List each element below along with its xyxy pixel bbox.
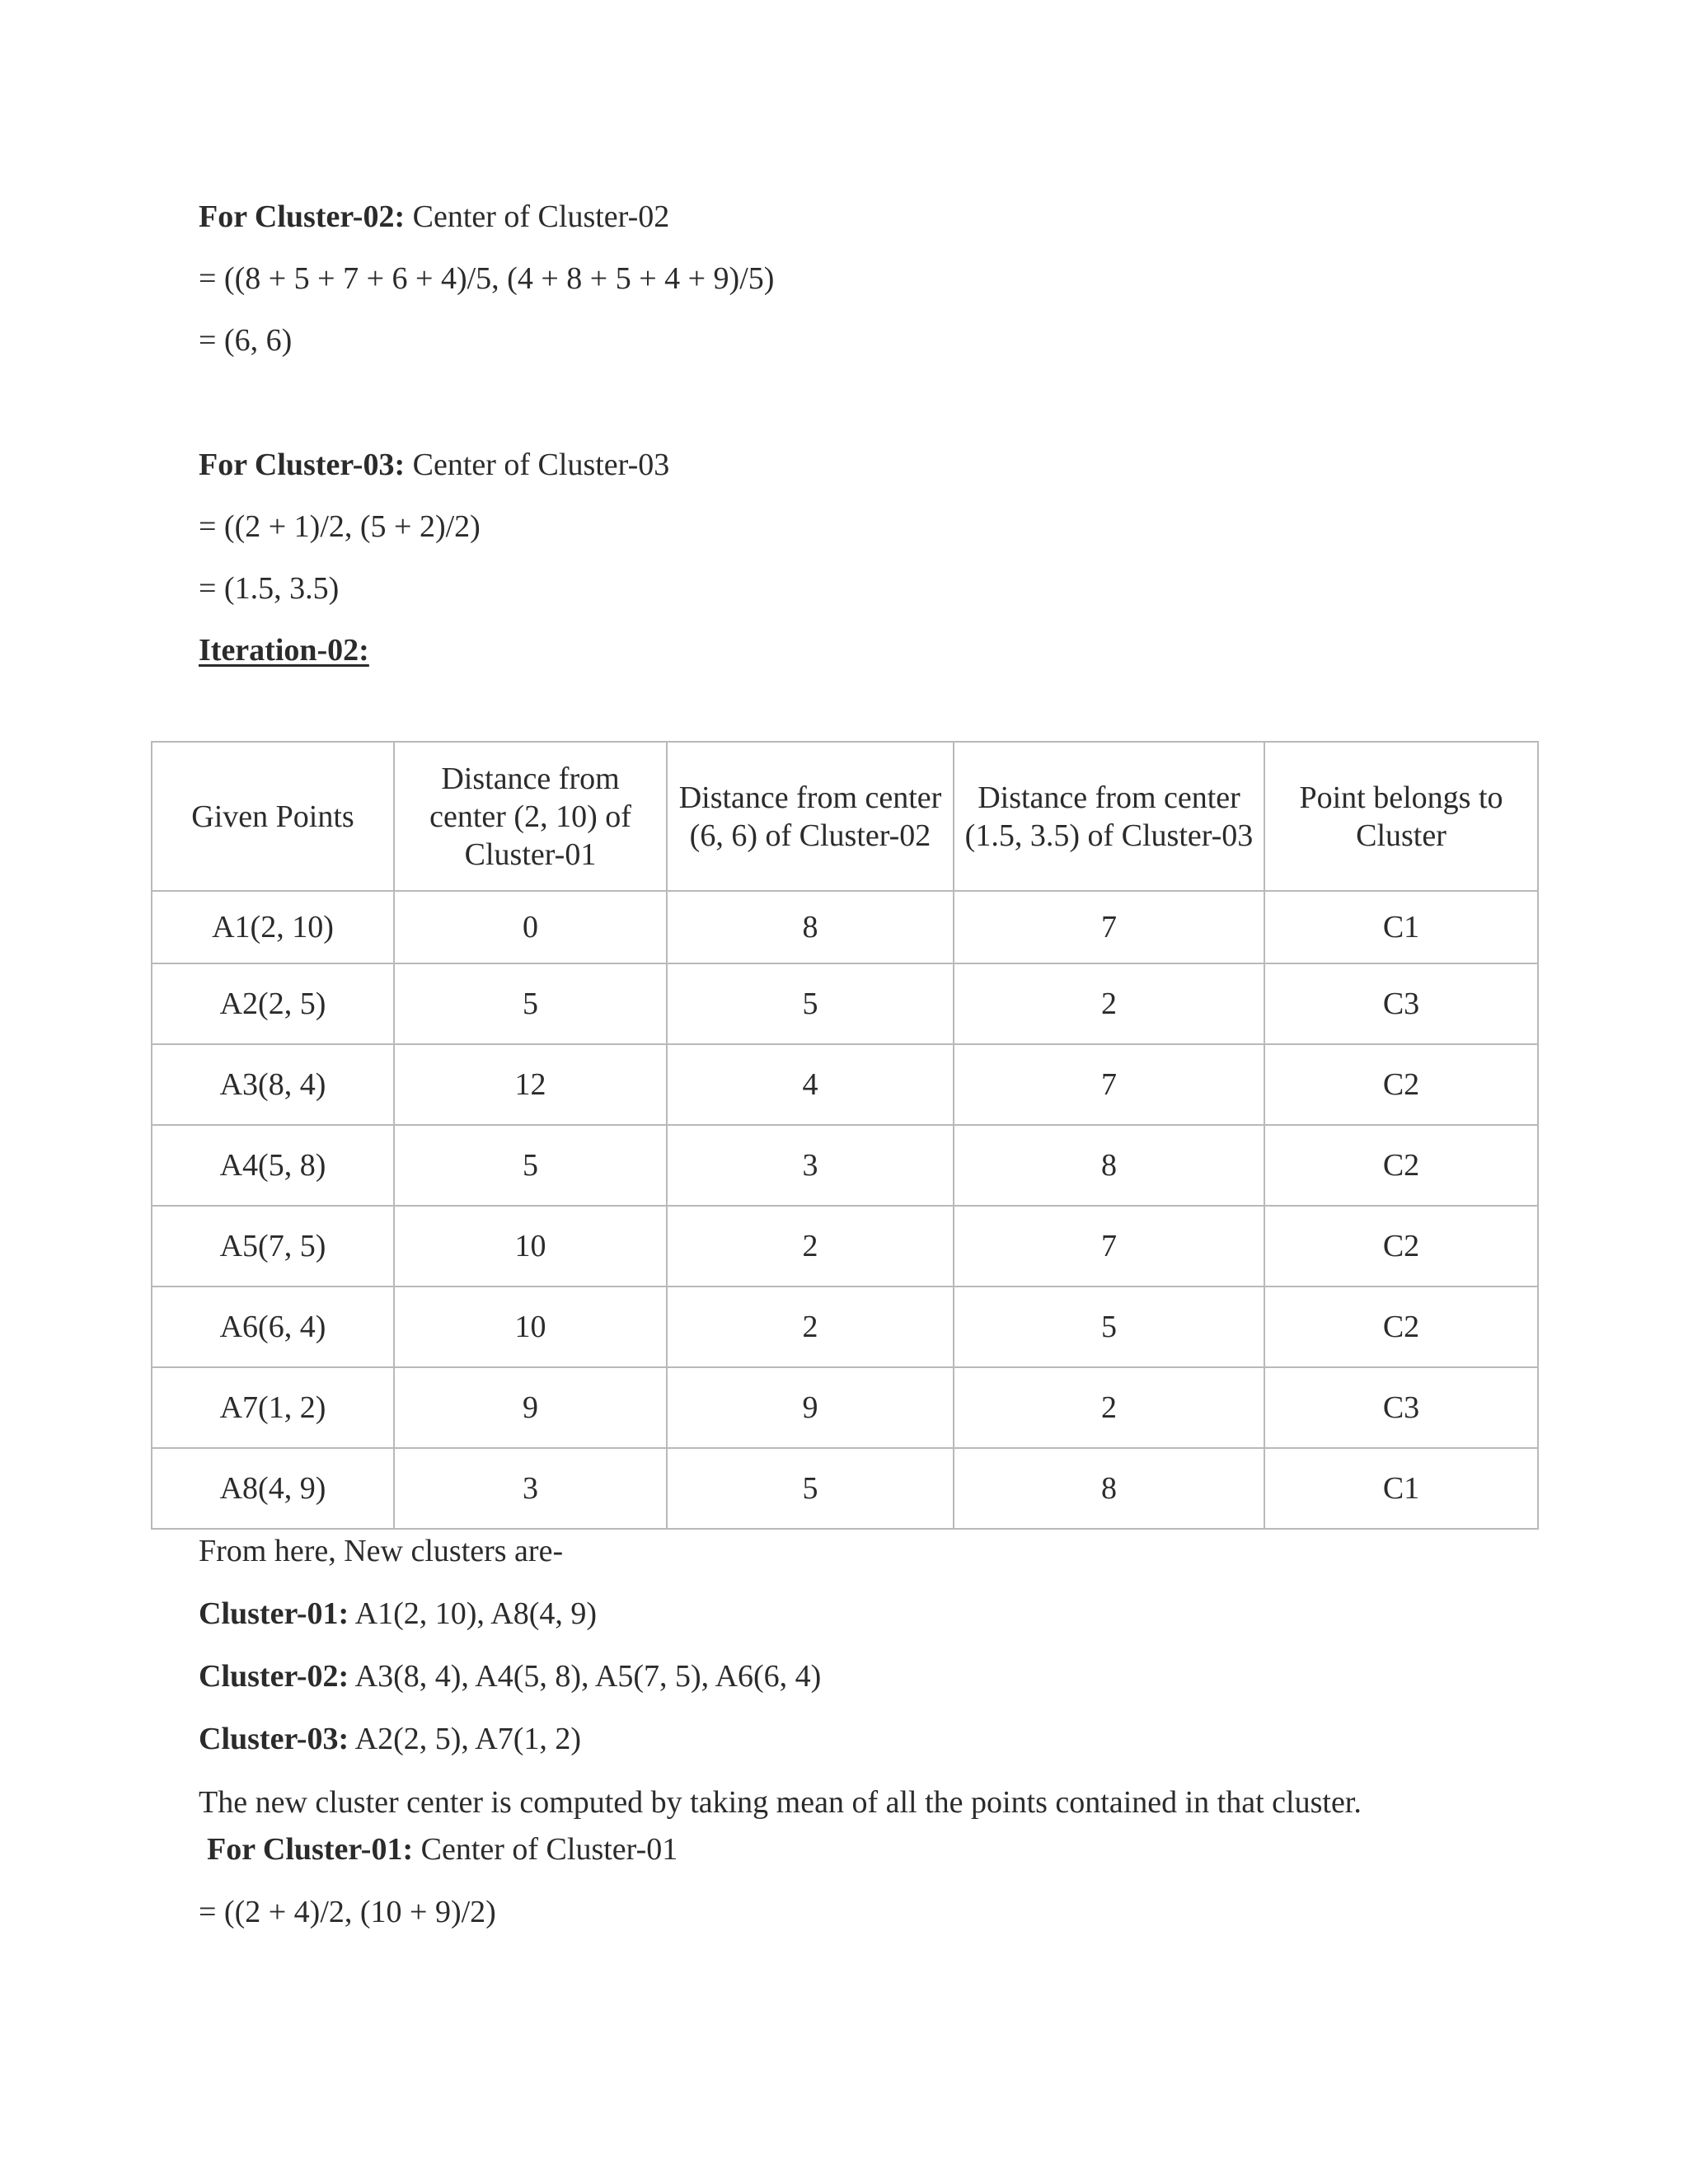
cluster03-label: For Cluster-03: bbox=[199, 448, 406, 482]
cell-distance-c3: 2 bbox=[954, 1367, 1264, 1448]
cluster02-center-heading bbox=[199, 197, 669, 237]
new-cluster-01-points: A1(2, 10), A8(4, 9) bbox=[349, 1596, 598, 1631]
cell-distance-c1: 10 bbox=[394, 1286, 667, 1367]
new-cluster-02-points: A3(8, 4), A4(5, 8), A5(7, 5), A6(6, 4) bbox=[349, 1659, 822, 1694]
cell-distance-c3: 7 bbox=[954, 1206, 1264, 1286]
distance-table bbox=[151, 741, 1539, 1530]
new-cluster-02-label: Cluster-02: bbox=[199, 1659, 349, 1694]
new-clusters-intro: From here, New clusters are- bbox=[199, 1534, 564, 1568]
cell-distance-c3: 7 bbox=[954, 891, 1264, 963]
cell-distance-c1: 5 bbox=[394, 963, 667, 1044]
cell-point: A3(8, 4) bbox=[152, 1044, 394, 1125]
table-header-row bbox=[152, 742, 1538, 891]
cell-cluster: C3 bbox=[1264, 1367, 1538, 1448]
table-row bbox=[152, 1125, 1538, 1206]
cell-cluster: C1 bbox=[1264, 891, 1538, 963]
new-cluster-02 bbox=[199, 1657, 821, 1696]
cluster01-formula: = ((2 + 4)/2, (10 + 9)/2) bbox=[199, 1895, 496, 1929]
cluster03-result: = (1.5, 3.5) bbox=[199, 571, 340, 606]
table-row bbox=[152, 1044, 1538, 1125]
cell-distance-c1: 5 bbox=[394, 1125, 667, 1206]
cell-distance-c3: 5 bbox=[954, 1286, 1264, 1367]
table-row bbox=[152, 891, 1538, 963]
cell-point: A1(2, 10) bbox=[152, 891, 394, 963]
new-cluster-03-label: Cluster-03: bbox=[199, 1722, 349, 1756]
table-row bbox=[152, 1286, 1538, 1367]
cell-point: A8(4, 9) bbox=[152, 1448, 394, 1529]
cell-distance-c3: 2 bbox=[954, 963, 1264, 1044]
cluster01-heading-text: Center of Cluster-01 bbox=[413, 1832, 678, 1867]
cell-cluster: C2 bbox=[1264, 1206, 1538, 1286]
iteration-title: Iteration-02: bbox=[199, 633, 369, 668]
table-row bbox=[152, 963, 1538, 1044]
new-cluster-03-points: A2(2, 5), A7(1, 2) bbox=[349, 1722, 582, 1756]
cell-cluster: C3 bbox=[1264, 963, 1538, 1044]
cell-cluster: C1 bbox=[1264, 1448, 1538, 1529]
cell-distance-c1: 0 bbox=[394, 891, 667, 963]
cell-distance-c1: 3 bbox=[394, 1448, 667, 1529]
cell-distance-c2: 5 bbox=[667, 963, 954, 1044]
cluster03-heading-text: Center of Cluster-03 bbox=[405, 448, 670, 482]
cell-distance-c2: 3 bbox=[667, 1125, 954, 1206]
cell-distance-c1: 12 bbox=[394, 1044, 667, 1125]
cell-cluster: C2 bbox=[1264, 1125, 1538, 1206]
cell-distance-c2: 5 bbox=[667, 1448, 954, 1529]
table-row bbox=[152, 1206, 1538, 1286]
header-distance-cluster02: Distance from center (6, 6) of Cluster-02 bbox=[667, 742, 954, 891]
cluster01-label: For Cluster-01: bbox=[207, 1832, 414, 1867]
cluster01-center-heading bbox=[207, 1830, 678, 1869]
table-row bbox=[152, 1448, 1538, 1529]
cell-cluster: C2 bbox=[1264, 1286, 1538, 1367]
header-given-points: Given Points bbox=[152, 742, 394, 891]
cluster02-result: = (6, 6) bbox=[199, 323, 293, 358]
cluster02-heading-text: Center of Cluster-02 bbox=[405, 199, 670, 234]
cell-distance-c2: 4 bbox=[667, 1044, 954, 1125]
mean-note: The new cluster center is computed by taking mean of all the points contained in that cluster. bbox=[199, 1785, 1362, 1820]
cluster02-label: For Cluster-02: bbox=[199, 199, 406, 234]
cell-cluster: C2 bbox=[1264, 1044, 1538, 1125]
cluster03-center-heading bbox=[199, 445, 669, 485]
cell-distance-c1: 10 bbox=[394, 1206, 667, 1286]
cell-distance-c2: 9 bbox=[667, 1367, 954, 1448]
cell-point: A7(1, 2) bbox=[152, 1367, 394, 1448]
cell-distance-c1: 9 bbox=[394, 1367, 667, 1448]
new-cluster-01-label: Cluster-01: bbox=[199, 1596, 349, 1631]
cell-point: A6(6, 4) bbox=[152, 1286, 394, 1367]
cell-point: A4(5, 8) bbox=[152, 1125, 394, 1206]
cell-distance-c2: 2 bbox=[667, 1206, 954, 1286]
cell-point: A2(2, 5) bbox=[152, 963, 394, 1044]
new-cluster-01 bbox=[199, 1594, 597, 1633]
cluster03-formula: = ((2 + 1)/2, (5 + 2)/2) bbox=[199, 509, 481, 544]
new-cluster-03 bbox=[199, 1719, 581, 1759]
cell-distance-c2: 8 bbox=[667, 891, 954, 963]
cell-point: A5(7, 5) bbox=[152, 1206, 394, 1286]
header-distance-cluster01: Distance from center (2, 10) of Cluster-01 bbox=[394, 742, 667, 891]
header-distance-cluster03: Distance from center (1.5, 3.5) of Cluster-03 bbox=[954, 742, 1264, 891]
table-row bbox=[152, 1367, 1538, 1448]
cell-distance-c2: 2 bbox=[667, 1286, 954, 1367]
cell-distance-c3: 8 bbox=[954, 1125, 1264, 1206]
cluster02-formula: = ((8 + 5 + 7 + 6 + 4)/5, (4 + 8 + 5 + 4 + 9)/5) bbox=[199, 261, 775, 296]
header-belongs-to: Point belongs to Cluster bbox=[1264, 742, 1538, 891]
cell-distance-c3: 7 bbox=[954, 1044, 1264, 1125]
cell-distance-c3: 8 bbox=[954, 1448, 1264, 1529]
